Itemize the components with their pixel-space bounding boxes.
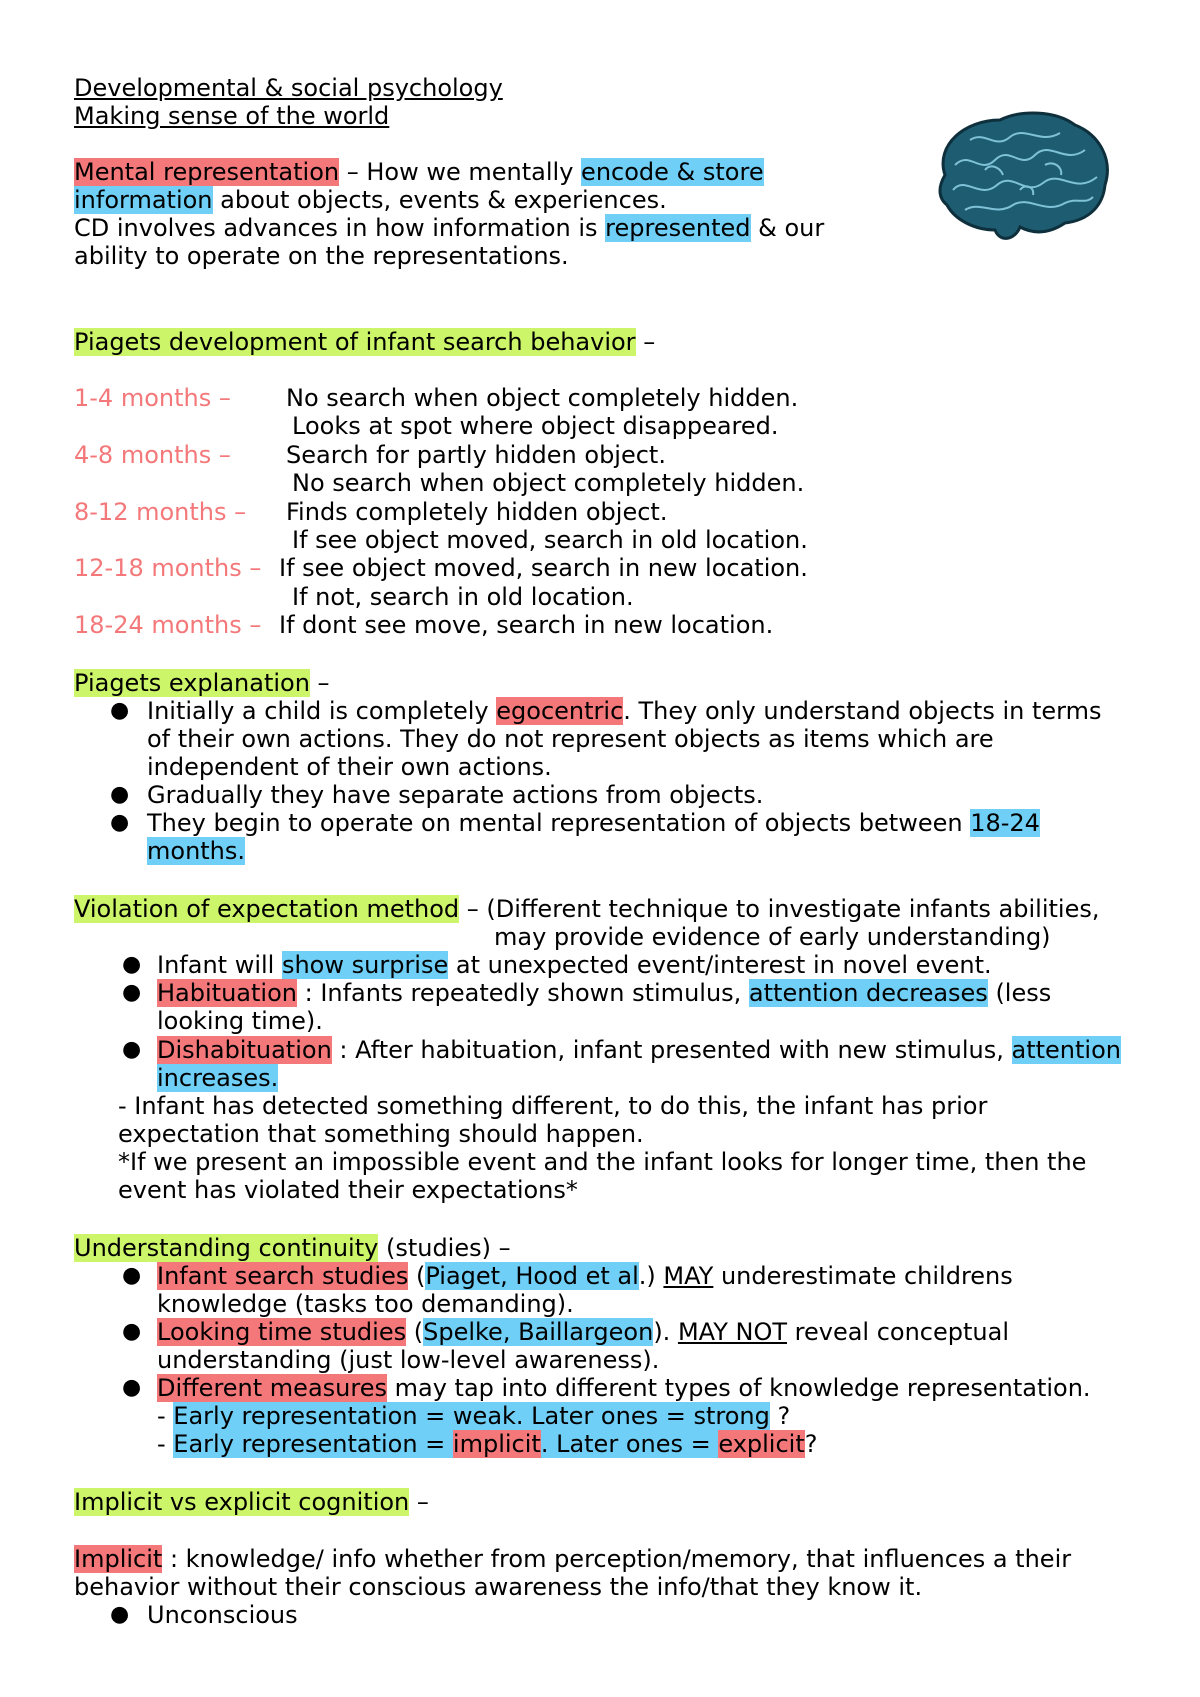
continuity-s1b: ? bbox=[769, 1402, 791, 1430]
highlight-months: months. bbox=[147, 837, 246, 865]
violation-b1 bbox=[157, 951, 992, 979]
continuity-sub-2 bbox=[157, 1430, 818, 1458]
search-description: If dont see move, search in new location. bbox=[279, 611, 774, 640]
search-heading: Piagets development of infant search behavior bbox=[74, 328, 636, 356]
violation-b2-line1 bbox=[157, 979, 1051, 1007]
continuity-b1b: .) bbox=[638, 1262, 664, 1290]
violation-note-2: expectation that something should happen. bbox=[118, 1120, 644, 1148]
doc-subtitle: Making sense of the world bbox=[74, 102, 390, 130]
highlight-infant-search-studies: Infant search studies bbox=[157, 1262, 409, 1290]
implicit-def-line2: behavior without their conscious awareness the info/that they know it. bbox=[74, 1573, 923, 1601]
continuity-b2b: ). bbox=[653, 1318, 678, 1346]
violation-heading: Violation of expectation method bbox=[74, 895, 460, 923]
bullet-dot: ● bbox=[122, 1263, 142, 1288]
underline-may: MAY bbox=[663, 1262, 714, 1290]
mental-rep-line-2 bbox=[74, 186, 667, 214]
search-description: Looks at spot where object disappeared. bbox=[292, 412, 779, 441]
mental-rep-l3a: CD involves advances in how information is bbox=[74, 214, 606, 242]
highlight-information: information bbox=[74, 186, 213, 214]
search-age-label: 18-24 months – bbox=[74, 611, 262, 640]
explanation-b1b: . They only understand objects in terms bbox=[623, 697, 1102, 725]
bullet-dot: ● bbox=[110, 698, 130, 723]
violation-note-3: *If we present an impossible event and the infant looks for longer time, then the bbox=[118, 1148, 1087, 1176]
highlight-habituation: Habituation bbox=[157, 979, 297, 1007]
explanation-b1-line3: independent of their own actions. bbox=[147, 753, 552, 781]
violation-b3-line2 bbox=[157, 1064, 278, 1092]
violation-b2b: (less bbox=[987, 979, 1052, 1007]
continuity-b1-line1 bbox=[157, 1262, 1013, 1290]
explanation-b1a: Initially a child is completely bbox=[147, 697, 497, 725]
highlight-dishabituation: Dishabituation bbox=[157, 1036, 332, 1064]
underline-may-not: MAY NOT bbox=[677, 1318, 787, 1346]
highlight-egocentric: egocentric bbox=[496, 697, 624, 725]
implicit-dash: – bbox=[409, 1488, 429, 1516]
implicit-b1: Unconscious bbox=[147, 1601, 298, 1629]
search-dash: – bbox=[635, 328, 656, 356]
violation-note-1: - Infant has detected something different, to do this, the infant has prior bbox=[118, 1092, 988, 1120]
explanation-b3-line1 bbox=[147, 809, 1040, 837]
continuity-heading-line bbox=[74, 1234, 511, 1262]
doc-title: Developmental & social psychology bbox=[74, 74, 503, 102]
highlight-different-measures: Different measures bbox=[157, 1374, 387, 1402]
continuity-b1a: ( bbox=[408, 1262, 426, 1290]
highlight-18-24: 18-24 bbox=[970, 809, 1040, 837]
search-description: No search when object completely hidden. bbox=[286, 384, 799, 412]
explanation-b1-line1 bbox=[147, 697, 1101, 725]
highlight-piaget-hood: Piaget, Hood et al bbox=[425, 1262, 639, 1290]
explanation-b1-line2: of their own actions. They do not represent objects as items which are bbox=[147, 725, 994, 753]
continuity-b2-line2: understanding (just low-level awareness). bbox=[157, 1346, 660, 1374]
violation-b1b: at unexpected event/interest in novel event. bbox=[448, 951, 992, 979]
continuity-b2c: reveal conceptual bbox=[787, 1318, 1009, 1346]
continuity-b3a: may tap into different types of knowledge representation. bbox=[386, 1374, 1091, 1402]
search-age-label: 1-4 months – bbox=[74, 384, 231, 412]
continuity-b3 bbox=[157, 1374, 1091, 1402]
highlight-weak-strong: Early representation = weak. Later ones = strong bbox=[173, 1402, 770, 1430]
highlight-later-ones: . Later ones = bbox=[540, 1430, 719, 1458]
continuity-tail: (studies) – bbox=[378, 1234, 511, 1262]
highlight-encode: encode & store bbox=[581, 158, 764, 186]
violation-dash: – (Different technique to investigate infants abilities, bbox=[459, 895, 1100, 923]
explanation-dash: – bbox=[309, 669, 330, 697]
highlight-implicit-term: Implicit bbox=[74, 1545, 163, 1573]
search-description: No search when object completely hidden. bbox=[292, 469, 805, 498]
mental-rep-l3b: & our bbox=[750, 214, 825, 242]
highlight-early-rep: Early representation = bbox=[173, 1430, 453, 1458]
highlight-represented: represented bbox=[605, 214, 751, 242]
mental-rep-line-1 bbox=[74, 158, 764, 186]
continuity-heading: Understanding continuity bbox=[74, 1234, 379, 1262]
search-age-label: 12-18 months – bbox=[74, 554, 262, 583]
highlight-attention-decreases: attention decreases bbox=[748, 979, 988, 1007]
explanation-b3a: They begin to operate on mental representation of objects between bbox=[147, 809, 971, 837]
bullet-dot: ● bbox=[110, 782, 130, 807]
violation-b2-line2: looking time). bbox=[157, 1007, 323, 1035]
highlight-implicit: implicit bbox=[452, 1430, 541, 1458]
search-heading-line bbox=[74, 328, 655, 356]
implicit-heading: Implicit vs explicit cognition bbox=[74, 1488, 410, 1516]
mental-rep-term: Mental representation bbox=[74, 158, 340, 186]
highlight-looking-time-studies: Looking time studies bbox=[157, 1318, 407, 1346]
mental-rep-line-3 bbox=[74, 214, 824, 242]
bullet-dot: ● bbox=[122, 980, 142, 1005]
continuity-s1a: - bbox=[157, 1402, 174, 1430]
violation-heading-line bbox=[74, 895, 1099, 923]
implicit-heading-line bbox=[74, 1488, 429, 1516]
search-age-label: 4-8 months – bbox=[74, 440, 231, 469]
search-age-label: 8-12 months – bbox=[74, 497, 247, 526]
continuity-b1-line2: knowledge (tasks too demanding). bbox=[157, 1290, 574, 1318]
highlight-spelke: Spelke, Baillargeon bbox=[423, 1318, 654, 1346]
search-description: Finds completely hidden object. bbox=[286, 497, 668, 526]
highlight-explicit: explicit bbox=[718, 1430, 805, 1458]
bullet-dot: ● bbox=[122, 952, 142, 977]
bullet-dot: ● bbox=[122, 1319, 142, 1344]
violation-b3a: : After habituation, infant presented with new stimulus, bbox=[331, 1036, 1012, 1064]
explanation-heading: Piagets explanation bbox=[74, 669, 310, 697]
highlight-attention: attention bbox=[1011, 1036, 1121, 1064]
mental-rep-rest: about objects, events & experiences. bbox=[212, 186, 667, 214]
violation-b2a: : Infants repeatedly shown stimulus, bbox=[296, 979, 749, 1007]
bullet-dot: ● bbox=[110, 1602, 130, 1627]
continuity-b2-line1 bbox=[157, 1318, 1009, 1346]
violation-b3-line1 bbox=[157, 1036, 1121, 1064]
mental-rep-dash: – How we mentally bbox=[339, 158, 582, 186]
brain-icon bbox=[925, 105, 1115, 245]
bullet-dot: ● bbox=[122, 1375, 142, 1400]
violation-note-4: event has violated their expectations* bbox=[118, 1176, 578, 1204]
continuity-sub-1 bbox=[157, 1402, 790, 1430]
continuity-s2b: ? bbox=[804, 1430, 818, 1458]
implicit-def-line1 bbox=[74, 1545, 1071, 1573]
mental-rep-line-4: ability to operate on the representations. bbox=[74, 242, 569, 270]
continuity-s2a: - bbox=[157, 1430, 174, 1458]
highlight-show-surprise: show surprise bbox=[281, 951, 449, 979]
search-description: If see object moved, search in old location. bbox=[292, 526, 808, 554]
continuity-b2a: ( bbox=[406, 1318, 424, 1346]
highlight-increases: increases. bbox=[157, 1064, 279, 1092]
search-description: Search for partly hidden object. bbox=[286, 440, 666, 469]
violation-cont: may provide evidence of early understanding) bbox=[494, 923, 1051, 951]
violation-b1a: Infant will bbox=[157, 951, 282, 979]
continuity-b1c: underestimate childrens bbox=[713, 1262, 1013, 1290]
bullet-dot: ● bbox=[122, 1037, 142, 1062]
search-description: If see object moved, search in new location. bbox=[279, 554, 808, 583]
explanation-b2: Gradually they have separate actions from objects. bbox=[147, 781, 764, 809]
explanation-b3-line2 bbox=[147, 837, 245, 865]
search-description: If not, search in old location. bbox=[292, 582, 634, 611]
explanation-heading-line bbox=[74, 669, 330, 697]
bullet-dot: ● bbox=[110, 810, 130, 835]
implicit-d1: : knowledge/ info whether from perception/memory, that influences a their bbox=[162, 1545, 1072, 1573]
